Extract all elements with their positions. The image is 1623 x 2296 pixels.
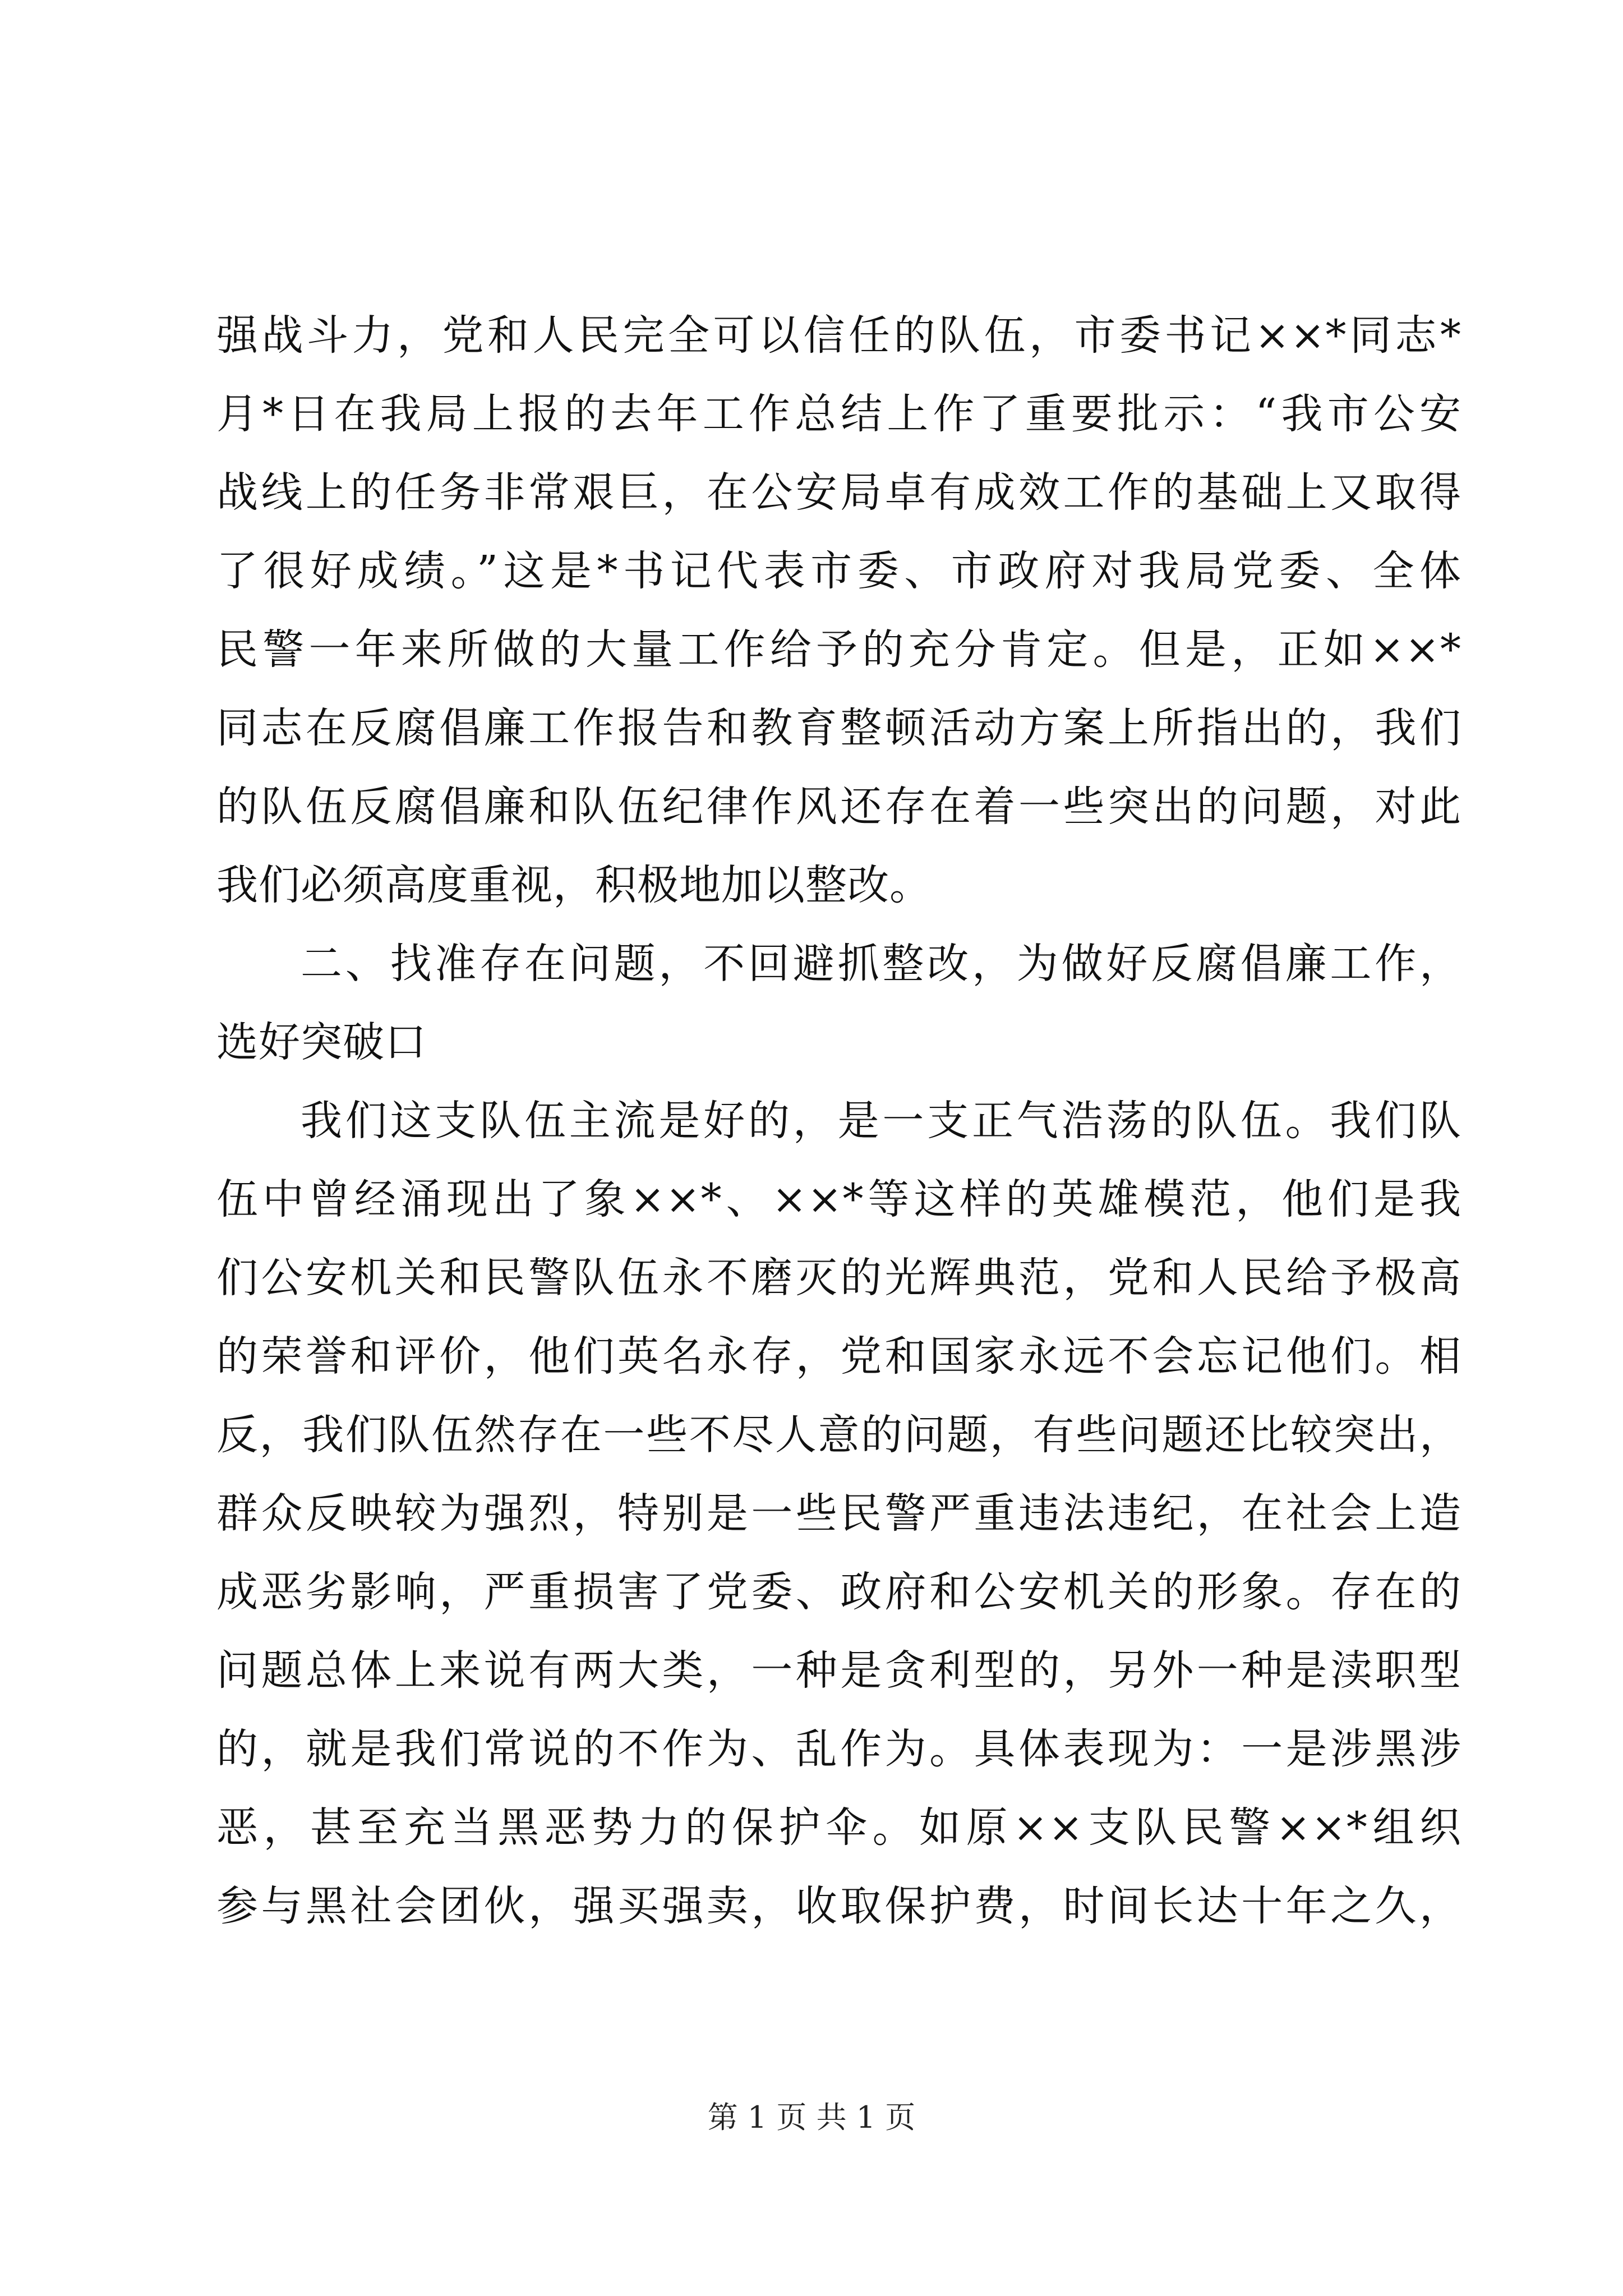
text-line: 群众反映较为强烈，特别是一些民警严重违法违纪，在社会上造	[216, 1489, 1461, 1538]
section-heading-line: 二、找准存在问题，不回避抓整改，为做好反腐倡廉工作，	[301, 940, 1461, 988]
text-line: 恶，甚至充当黑恶势力的保护伞。如原××支队民警××*组织	[216, 1803, 1461, 1852]
text-line: 参与黑社会团伙，强买强卖，收取保护费，时间长达十年之久，	[216, 1882, 1461, 1930]
text-line: 的，就是我们常说的不作为、乱作为。具体表现为：一是涉黑涉	[216, 1725, 1461, 1773]
section-heading-line: 选好突破口	[216, 1018, 427, 1066]
text-line: 的荣誉和评价，他们英名永存，党和国家永远不会忘记他们。相	[216, 1332, 1461, 1381]
text-line: 我们必须高度重视，积极地加以整改。	[216, 861, 932, 909]
text-line: 战线上的任务非常艰巨，在公安局卓有成效工作的基础上又取得	[216, 468, 1461, 517]
text-line: 月*日在我局上报的去年工作总结上作了重要批示：“我市公安	[216, 390, 1461, 438]
text-line: 强战斗力，党和人民完全可以信任的队伍，市委书记××*同志*	[216, 311, 1461, 360]
text-line: 伍中曾经涌现出了象××*、××*等这样的英雄模范，他们是我	[216, 1175, 1461, 1223]
page-number-footer: 第 1 页 共 1 页	[707, 2100, 916, 2135]
text-line: 问题总体上来说有两大类，一种是贪利型的，另外一种是渎职型	[216, 1646, 1461, 1695]
text-line: 成恶劣影响，严重损害了党委、政府和公安机关的形象。存在的	[216, 1568, 1461, 1616]
text-line: 民警一年来所做的大量工作给予的充分肯定。但是，正如××*	[216, 625, 1461, 674]
document-body	[216, 296, 1461, 1945]
text-line: 同志在反腐倡廉工作报告和教育整顿活动方案上所指出的，我们	[216, 704, 1461, 752]
text-line: 的队伍反腐倡廉和队伍纪律作风还存在着一些突出的问题，对此	[216, 783, 1461, 831]
text-line: 我们这支队伍主流是好的，是一支正气浩荡的队伍。我们队	[301, 1097, 1461, 1145]
text-line: 反，我们队伍然存在一些不尽人意的问题，有些问题还比较突出，	[216, 1411, 1461, 1459]
text-line: 们公安机关和民警队伍永不磨灭的光辉典范，党和人民给予极高	[216, 1254, 1461, 1302]
text-line: 了很好成绩。”这是*书记代表市委、市政府对我局党委、全体	[216, 547, 1461, 595]
